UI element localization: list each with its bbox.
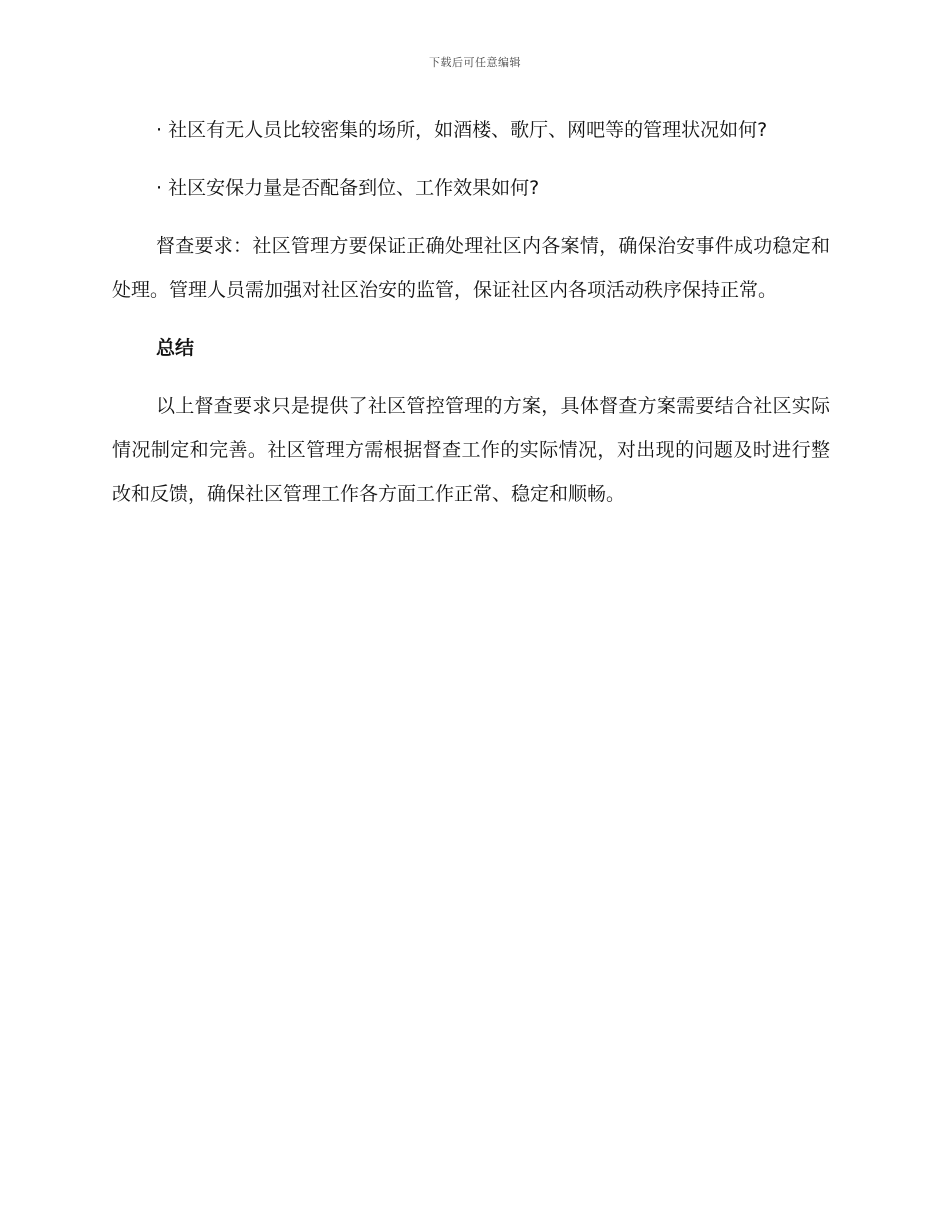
summary-paragraph: 以上督查要求只是提供了社区管控管理的方案，具体督查方案需要结合社区实际情况制定和完善。社区管理方需根据督查工作的实际情况，对出现的问题及时进行整改和反馈，确保社区管理工作各方面工作正常、稳定和顺畅。	[112, 395, 830, 505]
summary-heading: 总结	[156, 337, 195, 359]
requirement-paragraph: 督查要求：社区管理方要保证正确处理社区内各案情，确保治安事件成功稳定和处理。管理人员需加强对社区治安的监管，保证社区内各项活动秩序保持正常。	[112, 235, 830, 301]
document-body	[112, 108, 830, 530]
bullet-item-venues: · 社区有无人员比较密集的场所，如酒楼、歌厅、网吧等的管理状况如何?	[156, 119, 768, 141]
bullet-item-security: · 社区安保力量是否配备到位、工作效果如何?	[156, 177, 540, 199]
page-header: 下载后可任意编辑	[429, 56, 521, 69]
